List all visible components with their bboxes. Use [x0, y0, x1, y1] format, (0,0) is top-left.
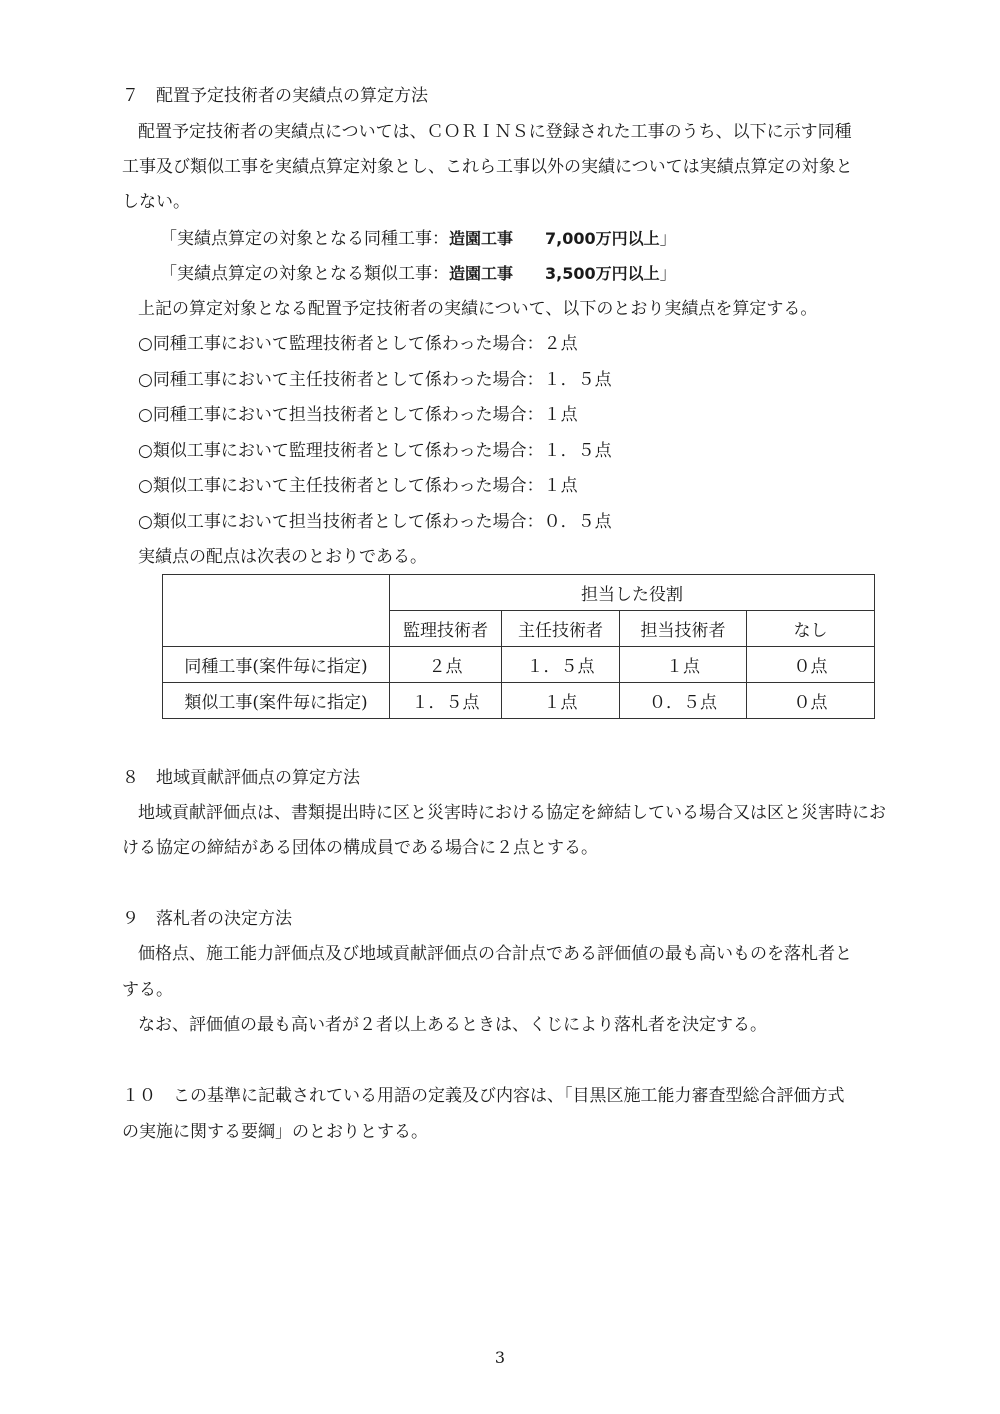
- table-cell: １点: [620, 647, 747, 683]
- table-corner-cell: [163, 575, 390, 647]
- target-similar-condition: 造園工事 3,500万円以上: [449, 264, 660, 283]
- table-cell: １点: [502, 683, 620, 719]
- list-item: ○同種工事において主任技術者として係わった場合：１．５点: [138, 370, 612, 390]
- section-9-para-line-2: する。: [122, 980, 173, 1000]
- table-row: [163, 647, 875, 683]
- column-header: 担当技術者: [620, 611, 747, 647]
- section-10-para-line-1: １０ この基準に記載されている用語の定義及び内容は、「目黒区施工能力審査型総合評価方式: [122, 1086, 845, 1106]
- page-number: 3: [494, 1348, 506, 1367]
- table-group-header: 担当した役割: [390, 575, 875, 611]
- section-9-para-line-1: 価格点、施工能力評価点及び地域貢献評価点の合計点である評価値の最も高いものを落札者と: [138, 944, 852, 964]
- target-similar-prefix: 「実績点算定の対象となる類似工事：: [160, 264, 449, 284]
- section-7-para-line-1: 配置予定技術者の実績点については、ＣＯＲＩＮＳに登録された工事のうち、以下に示す同種: [138, 122, 852, 142]
- row-label: 類似工事(案件毎に指定): [163, 683, 390, 719]
- row-label: 同種工事(案件毎に指定): [163, 647, 390, 683]
- list-item: ○類似工事において主任技術者として係わった場合：１点: [138, 476, 578, 496]
- target-same-condition: 造園工事 7,000万円以上: [449, 229, 660, 248]
- section-9-note: なお、評価値の最も高い者が２者以上あるときは、くじにより落札者を決定する。: [138, 1015, 767, 1035]
- section-7-heading: ７ 配置予定技術者の実績点の算定方法: [122, 86, 428, 106]
- column-header: なし: [747, 611, 875, 647]
- section-7-para-line-2: 工事及び類似工事を実績点算定対象とし、これら工事以外の実績については実績点算定の対象と: [122, 157, 853, 177]
- section-7-para-line-3: しない。: [122, 192, 190, 212]
- table-cell: １．５点: [390, 683, 502, 719]
- section-9-heading: ９ 落札者の決定方法: [122, 909, 292, 929]
- list-item: ○類似工事において担当技術者として係わった場合：０．５点: [138, 512, 612, 532]
- table-header-row: [163, 575, 875, 611]
- section-8-heading: ８ 地域貢献評価点の算定方法: [122, 768, 360, 788]
- table-intro: 実績点の配点は次表のとおりである。: [138, 547, 427, 567]
- score-table: [162, 574, 875, 719]
- table-cell: ０点: [747, 647, 875, 683]
- target-similar-suffix: 」: [659, 264, 677, 284]
- table-cell: １．５点: [502, 647, 620, 683]
- list-item: ○同種工事において監理技術者として係わった場合：２点: [138, 334, 578, 354]
- target-same-work: [160, 227, 677, 251]
- list-item: ○類似工事において監理技術者として係わった場合：１．５点: [138, 441, 612, 461]
- target-similar-work: [160, 262, 677, 286]
- target-same-prefix: 「実績点算定の対象となる同種工事：: [160, 229, 449, 249]
- list-item: ○同種工事において担当技術者として係わった場合：１点: [138, 405, 578, 425]
- table-cell: ０．５点: [620, 683, 747, 719]
- section-7-intro: 上記の算定対象となる配置予定技術者の実績について、以下のとおり実績点を算定する。: [138, 299, 818, 319]
- section-8-para-line-1: 地域貢献評価点は、書類提出時に区と災害時における協定を締結している場合又は区と災害時にお: [138, 803, 886, 823]
- section-10-para-line-2: の実施に関する要綱」のとおりとする。: [122, 1122, 428, 1142]
- section-8-para-line-2: ける協定の締結がある団体の構成員である場合に２点とする。: [122, 838, 598, 858]
- column-header: 監理技術者: [390, 611, 502, 647]
- table-row: [163, 683, 875, 719]
- target-same-suffix: 」: [659, 229, 677, 249]
- column-header: 主任技術者: [502, 611, 620, 647]
- table-cell: ０点: [747, 683, 875, 719]
- table-cell: ２点: [390, 647, 502, 683]
